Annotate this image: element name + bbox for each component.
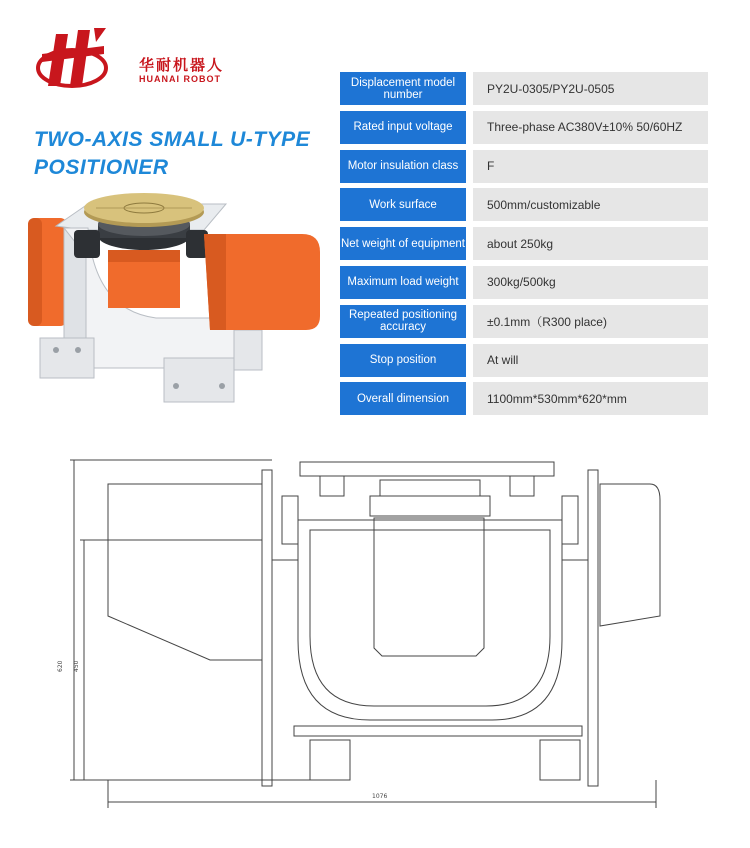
- spec-row: [340, 150, 708, 183]
- spec-row: [340, 344, 708, 377]
- spec-label: Overall dimension: [340, 382, 466, 415]
- spec-value: about 250kg: [473, 227, 708, 260]
- spec-row: [340, 227, 708, 260]
- spec-value: At will: [473, 344, 708, 377]
- spec-value: 500mm/customizable: [473, 188, 708, 221]
- spec-label: Work surface: [340, 188, 466, 221]
- logo-english-text: HUANAI ROBOT: [139, 74, 221, 84]
- spec-row: [340, 266, 708, 299]
- spec-row: [340, 188, 708, 221]
- spec-label: Maximum load weight: [340, 266, 466, 299]
- spec-label: Repeated positioning accuracy: [340, 305, 466, 338]
- spec-label: Net weight of equipment: [340, 227, 466, 260]
- product-title: TWO-AXIS SMALL U-TYPE POSITIONER: [34, 128, 311, 179]
- spec-label: Displacement model number: [340, 72, 466, 105]
- spec-value: PY2U-0305/PY2U-0505: [473, 72, 708, 105]
- spec-label: Motor insulation class: [340, 150, 466, 183]
- spec-value: ±0.1mm（R300 place): [473, 305, 708, 338]
- spec-label: Stop position: [340, 344, 466, 377]
- spec-value: 300kg/500kg: [473, 266, 708, 299]
- spec-row: [340, 111, 708, 144]
- spec-row: [340, 305, 708, 338]
- width-dimension-label: 1076: [372, 793, 388, 800]
- spec-value: Three-phase AC380V±10% 50/60HZ: [473, 111, 708, 144]
- height-dimension-label: 620: [57, 660, 64, 672]
- spec-value: 1100mm*530mm*620*mm: [473, 382, 708, 415]
- technical-drawing: [40, 440, 720, 840]
- height-dimension-label-2: 450: [73, 660, 80, 672]
- logo-mark-icon: [34, 24, 134, 96]
- company-logo: [34, 24, 224, 96]
- spec-row: [340, 72, 708, 105]
- logo-chinese-text: 华耐机器人: [139, 56, 225, 74]
- spec-label: Rated input voltage: [340, 111, 466, 144]
- product-image: [26, 190, 326, 420]
- spec-value: F: [473, 150, 708, 183]
- spec-table: [340, 72, 708, 421]
- spec-row: [340, 382, 708, 415]
